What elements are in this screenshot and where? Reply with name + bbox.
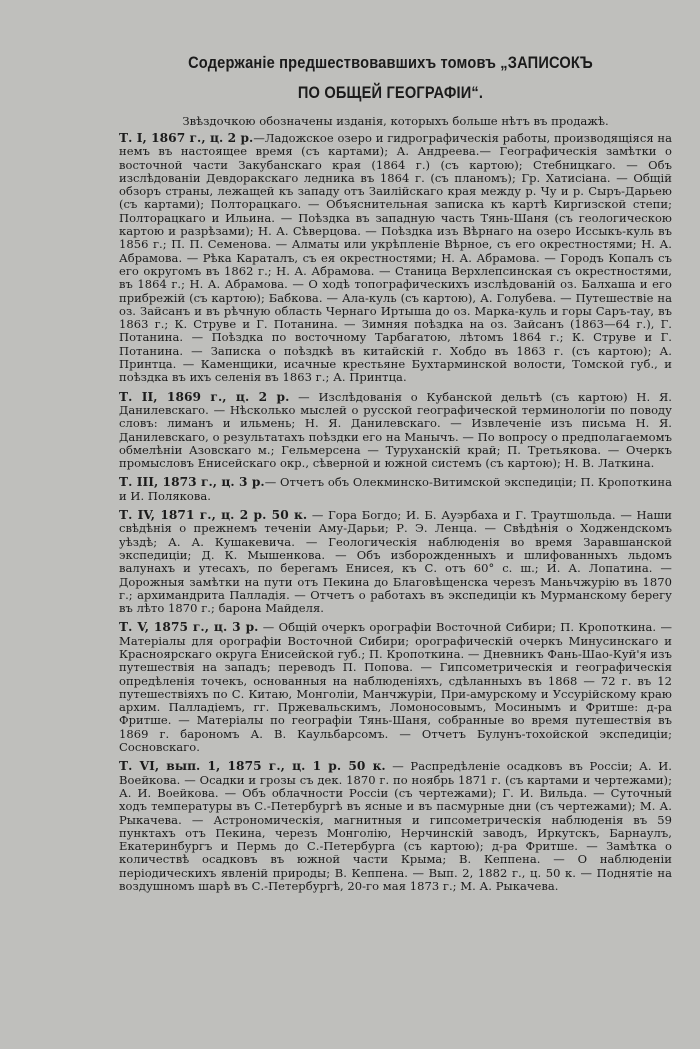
- volume-heading: Т. I, 1867 г., ц. 2 р.: [119, 131, 254, 145]
- volume-entry-6: [119, 760, 672, 893]
- title-line-2: ПО ОБЩЕЙ ГЕОГРАФІИ“.: [297, 83, 484, 102]
- volume-contents: — Гора Богдо; И. Б. Ауэрбаха и Г. Траутшольда. — Наши свѣдѣнія о прежнемъ теченіи Аму-Дарьи; Р. Э. Ленца. — Свѣдѣнія о Ходжендскомъ уѣздѣ; А. А. Кушакевича. — Геологическія наблюденія во время Заравшанской экспедиціи; Д. К. Мышенкова. — Объ изборожденныхъ и шлифованныхъ льдомъ валунахъ и утесахъ, по берегамъ Енисея, къ С. отъ 60° с. ш.; И. А. Лопатина. — Дорожныя замѣтки на пути отъ Пекина до Благовѣщенска черезъ Маньчжурію въ 1870 г.; архимандрита Палладія. — Отчетъ о работахъ въ экспедиціи къ Мурманскому берегу въ лѣто 1870 г.; барона Майделя.: [119, 508, 672, 616]
- volume-contents: — Общій очеркъ орографіи Восточной Сибири; П. Кропоткина. — Матеріалы для орографіи Восточной Сибири; орографическій очеркъ Минусинскаго и Красноярскаго округа Енисейской губ.; П. Кропоткина. — Дневникъ Фань-Шао-Куй'я изъ путешествія на западъ; переводъ П. Попова. — Гипсометрическія и географическія опредѣленія точекъ, основанныя на наблюденіяхъ, сдѣланныхъ въ 1868 — 72 г. въ 12 путешествіяхъ по С. Китаю, Монголіи, Манчжуріи, При-амурскому и Уссурійскому краю архим. Палладіемъ, гг. Пржевальскимъ, Ломоносовымъ, Мосинымъ и Фритше: д-ра Фритше. — Матеріалы по географіи Тянь-Шаня, собранные во время путешествія въ 1869 г. барономъ А. В. Каульбарсомъ. — Отчетъ Булунъ-тохойской экспедиціи; Сосновскаго.: [119, 620, 672, 755]
- volume-heading: Т. VI, вып. 1, 1875 г., ц. 1 р. 50 к.: [119, 759, 386, 774]
- volume-entry-3: [119, 476, 672, 503]
- volume-entry-2: [119, 391, 672, 471]
- volume-heading: Т. III, 1873 г., ц. 3 р.: [119, 475, 265, 490]
- volume-contents: —Ладожское озеро и гидрографическія работы, производящіяся на немъ въ настоящее время (съ картами); А. Андреева.— Географическія замѣтки о восточной части Закубанскаго края (1864 г.) (съ картою); Стебницкаго. — Объ изслѣдованіи Девдоракскаго ледника въ 1864 г. (съ планомъ); Гр. Хатисіана. — Общій обзоръ страны, лежащей къ западу отъ Заилійскаго края между р. Чу и р. Сыръ-Дарьею (съ картами); Полторацкаго. — Объяснительная записка къ картѣ Киргизской степи; Полторацкаго и Ильина. — Поѣздка въ западную часть Тянь-Шаня (съ геологическою картою и разрѣзами); Н. А. Сѣверцова. — Поѣздка изъ Вѣрнаго на озеро Иссыкъ-куль въ 1856 г.; П. П. Семенова. — Алматы или укрѣпленіе Вѣрное, съ его окрестностями; Н. А. Абрамова. — Рѣка Караталъ, съ ея окрестностями; Н. А. Абрамова. — Городъ Копалъ съ его округомъ въ 1862 г.; Н. А. Абрамова. — Станица Верхлепсинская съ окрестностями, въ 1864 г.; Н. А. Абрамова. — О ходѣ топографическихъ изслѣдованій оз. Балхаша и его прибрежій (съ картою); Бабкова. — Ала-куль (съ картою), А. Голубева. — Путешествіе на оз. Зайсанъ и въ рѣчную область Чернаго Иртыша до оз. Марка-куль и горы Саръ-тау, въ 1863 г.; К. Струве и Г. Потанина. — Зимняя поѣздка на оз. Зайсанъ (1863—64 г.), Г. Потанина. — Поѣздка по восточному Тарбагатою, лѣтомъ 1864 г.; К. Струве и Г. Потанина. — Записка о поѣздкѣ въ китайскій г. Хобдо въ 1863 г. (съ картою); А. Принтца. — Каменщики, исачные крестьяне Бухтарминской волости, Томской губ., и поѣздка въ ихъ селенія въ 1863 г.; А. Принтца.: [119, 131, 672, 385]
- page-title: [148, 48, 632, 108]
- title-line-1: Содержаніе предшествовавшихъ томовъ „ЗАПИСОКЪ: [188, 53, 593, 72]
- volume-entry-4: [119, 509, 672, 615]
- volume-entry-1: [119, 132, 672, 385]
- volume-heading: Т. IV, 1871 г., ц. 2 р. 50 к.: [119, 508, 308, 523]
- volume-heading: Т. V, 1875 г., ц. 3 р.: [119, 620, 259, 635]
- volume-contents: — Отчетъ объ Олекминско-Витимской экспедиціи; П. Кропоткина и И. Полякова.: [119, 475, 672, 503]
- volume-heading: Т. II, 1869 г., ц. 2 р.: [119, 389, 290, 404]
- volume-contents: — Распредѣленіе осадковъ въ Россіи; А. И. Воейкова. — Осадки и грозы съ дек. 1870 г. по ноябрь 1871 г. (съ картами и чертежами); А. И. Воейкова. — Объ облачности Россіи (съ чертежами); Г. И. Вильда. — Суточный ходъ температуры въ С.-Петербургѣ въ ясные и въ пасмурные дни (съ чертежами); М. А. Рыкачева. — Астрономическія, магнитныя и гипсометрическія наблюденія въ 59 пунктахъ отъ Пекина, черезъ Монголію, Нерчинскій заводъ, Иркутскъ, Барнаулъ, Екатеринбургъ и Пермь до С.-Петербурга (съ картою); д-ра Фритше. — Замѣтка о количествѣ осадковъ въ южной части Крыма; В. Кеппена. — О наблюденіи періодическихъ явленій природы; В. Кеппена. — Вып. 2, 1882 г., ц. 50 к. — Поднятіе на воздушномъ шарѣ въ С.-Петербургѣ, 20-го мая 1873 г.; М. А. Рыкачева.: [119, 759, 672, 894]
- note-text: Звѣздочкою обозначены изданія, которыхъ больше нѣтъ въ продажѣ.: [182, 114, 609, 128]
- volume-contents: — Изслѣдованія о Кубанской дельтѣ (съ картою) Н. Я. Данилевскаго. — Нѣсколько мыслей о русской географической терминологіи по поводу словъ: лиманъ и ильмень; Н. Я. Данилевскаго. — Извлеченіе изъ письма Н. Я. Данилевскаго, о результатахъ поѣздки его на Манычъ. — По вопросу о предполагаемомъ обмелѣніи Азовскаго м.; Гельмерсена — Туруханскій край; П. Третьякова. — Очеркъ промысловъ Енисейскаго окр., сѣверной и южной системъ (съ картою); Н. В. Латкина.: [119, 389, 672, 471]
- volume-entry-5: [119, 621, 672, 754]
